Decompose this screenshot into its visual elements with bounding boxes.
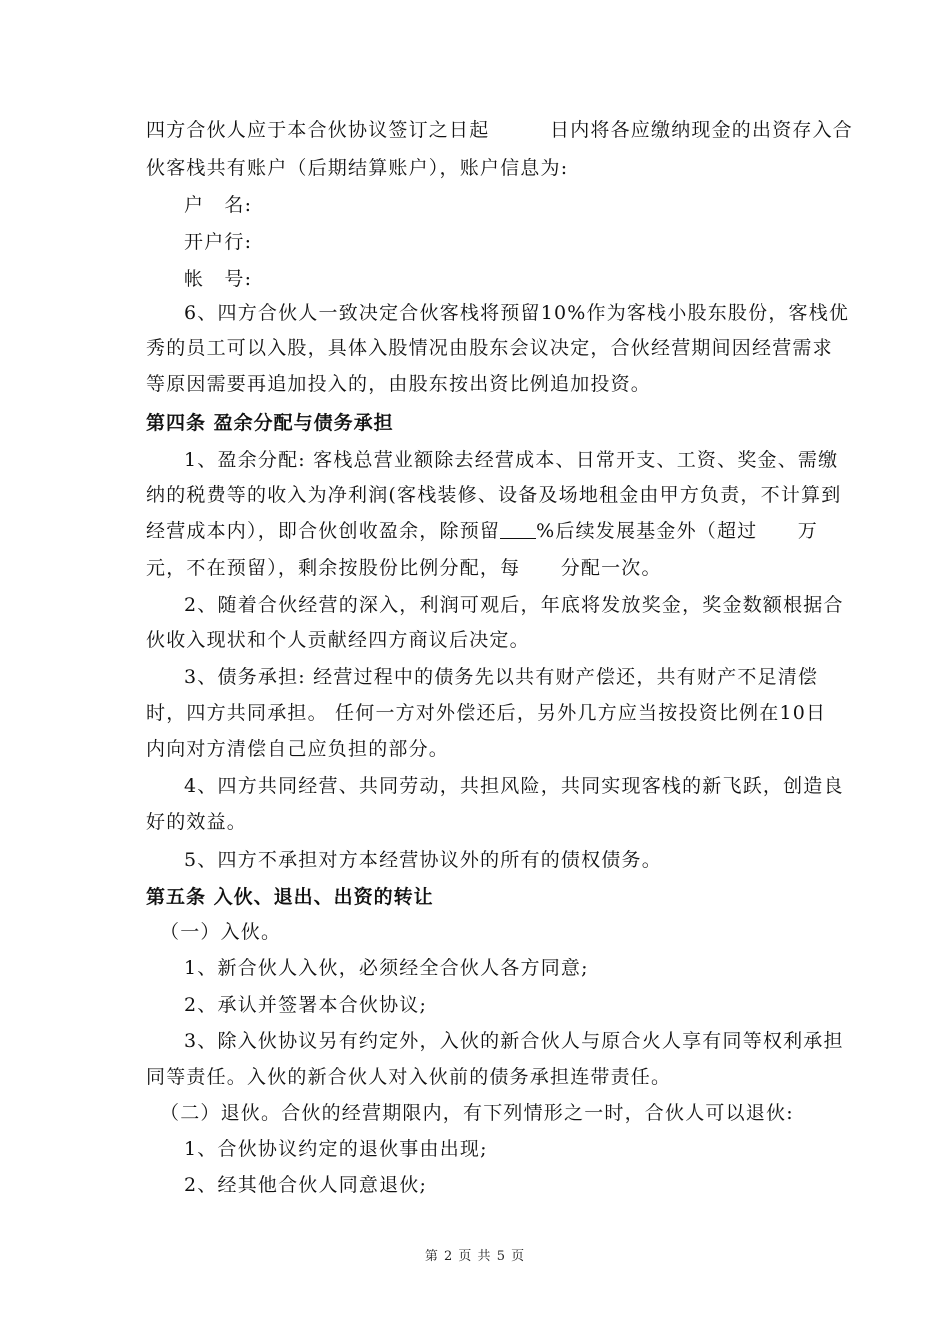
blank-underline	[500, 520, 536, 539]
account-number-label: 帐 号:	[184, 268, 253, 290]
article-5-heading: 第五条 入伙、退出、出资的转让	[146, 886, 434, 908]
paragraph-line: 5、四方不承担对方本经营协议外的所有的债权债务。	[184, 849, 662, 871]
paragraph-line: 伙客栈共有账户（后期结算账户），账户信息为:	[146, 157, 569, 179]
paragraph-line: 同等责任。入伙的新合伙人对入伙前的债务承担连带责任。	[146, 1066, 672, 1088]
page-number-footer: 第 2 页 共 5 页	[424, 1249, 526, 1264]
paragraph-line: 经营成本内），即合伙创收盈余，除预留 %后续发展基金外（超过 万	[146, 520, 818, 542]
paragraph-line: 内向对方清偿自己应负担的部分。	[146, 738, 450, 760]
paragraph-line: 秀的员工可以入股，具体入股情况由股东会议决定，合伙经营期间因经营需求	[146, 337, 833, 359]
section-heading: （二）退伙。合伙的经营期限内，有下列情形之一时，合伙人可以退伙:	[160, 1102, 794, 1124]
article-4-heading: 第四条 盈余分配与债务承担	[146, 412, 394, 434]
account-name-label: 户 名:	[184, 194, 253, 216]
paragraph-line: 时，四方共同承担。 任何一方对外偿还后，另外几方应当按投资比例在10日	[146, 702, 827, 724]
paragraph-line: 伙收入现状和个人贡献经四方商议后决定。	[146, 629, 530, 651]
list-item: 3、除入伙协议另有约定外，入伙的新合伙人与原合火人享有同等权利承担	[184, 1030, 844, 1052]
paragraph-line: 四方合伙人应于本合伙协议签订之日起 日内将各应缴纳现金的出资存入合	[146, 119, 854, 141]
list-item: 2、承认并签署本合伙协议;	[184, 994, 428, 1016]
section-heading: （一）入伙。	[160, 921, 282, 943]
paragraph-line: 1、盈余分配: 客栈总营业额除去经营成本、日常开支、工资、奖金、需缴	[184, 449, 839, 471]
paragraph-line: 6、四方合伙人一致决定合伙客栈将预留10%作为客栈小股东股份，客栈优	[184, 302, 850, 324]
paragraph-line: 元，不在预留），剩余按股份比例分配，每 分配一次。	[146, 557, 662, 579]
bank-label: 开户行:	[184, 231, 253, 253]
list-item: 1、合伙协议约定的退伙事由出现;	[184, 1138, 488, 1160]
paragraph-line: 纳的税费等的收入为净利润(客栈装修、设备及场地租金由甲方负责，不计算到	[146, 484, 842, 506]
list-item: 2、经其他合伙人同意退伙;	[184, 1174, 428, 1196]
paragraph-line: 好的效益。	[146, 811, 248, 833]
list-item: 1、新合伙人入伙，必须经全合伙人各方同意;	[184, 957, 589, 979]
paragraph-line: 3、债务承担: 经营过程中的债务先以共有财产偿还，共有财产不足清偿	[184, 666, 819, 688]
paragraph-line: 等原因需要再追加投入的，由股东按出资比例追加投资。	[146, 373, 652, 395]
paragraph-line: 4、四方共同经营、共同劳动，共担风险，共同实现客栈的新飞跃，创造良	[184, 775, 844, 797]
paragraph-line: 2、随着合伙经营的深入，利润可观后，年底将发放奖金，奖金数额根据合	[184, 594, 844, 616]
